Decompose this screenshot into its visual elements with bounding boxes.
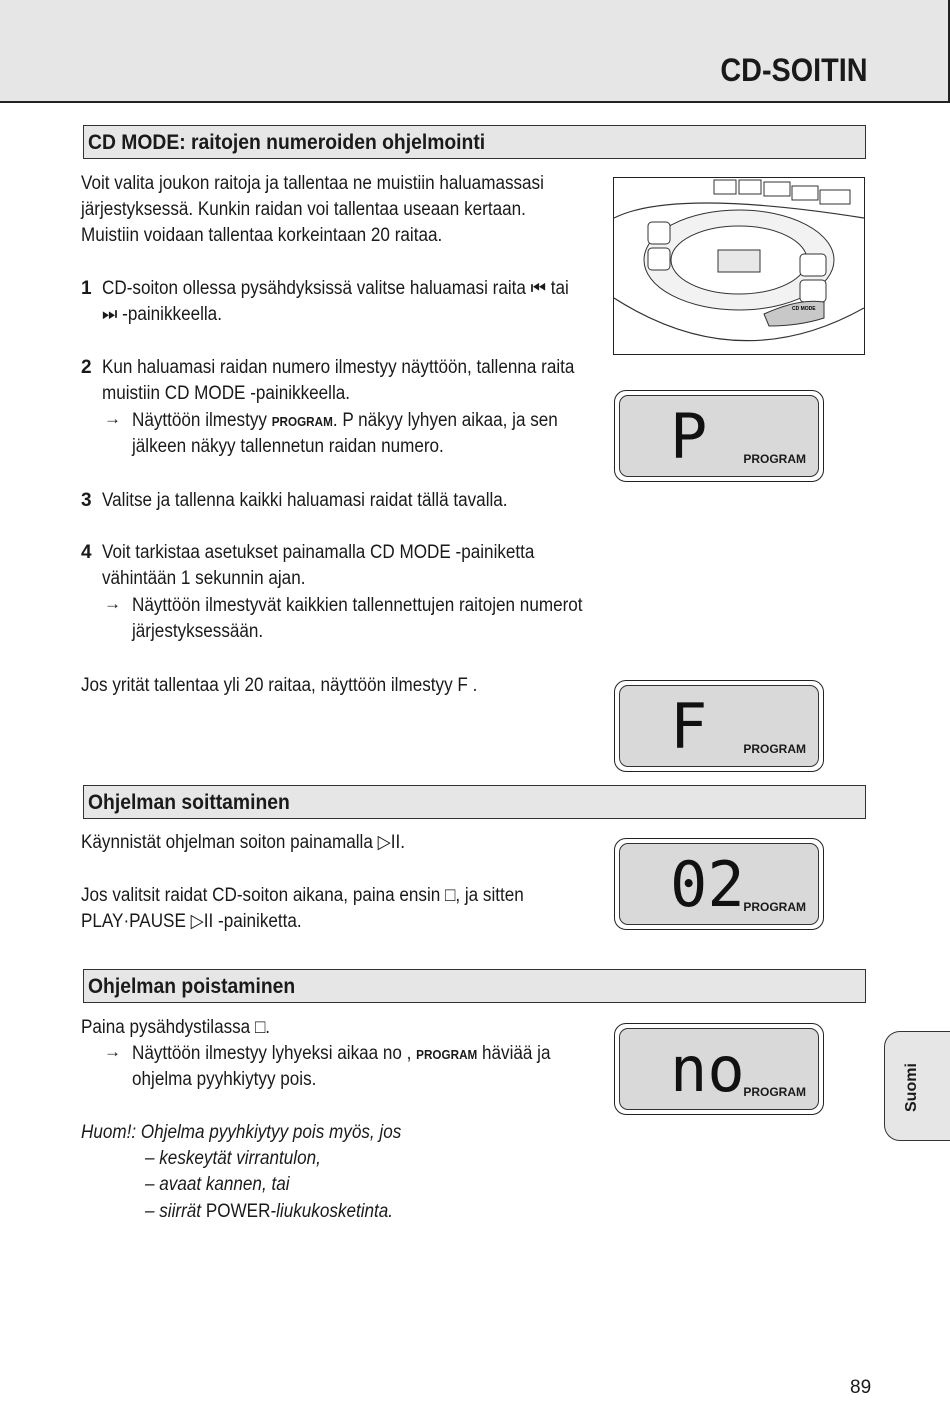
step-number: 4 bbox=[81, 542, 92, 563]
note-line-3: – avaat kannen, tai bbox=[145, 1174, 290, 1195]
page-number: 89 bbox=[850, 1377, 872, 1398]
lcd-display bbox=[614, 680, 824, 772]
erase-line-1: Paina pysähdystilassa □. bbox=[81, 1017, 271, 1038]
program-indicator: PROGRAM bbox=[743, 742, 806, 756]
program-indicator: PROGRAM bbox=[743, 452, 806, 466]
arrow-icon: → bbox=[104, 409, 121, 428]
arrow-icon: → bbox=[104, 594, 121, 613]
lcd-display bbox=[614, 1023, 824, 1115]
intro-line-3: Muistiin voidaan tallentaa korkeintaan 20 raitaa. bbox=[81, 225, 443, 246]
arrow-icon: → bbox=[104, 1042, 121, 1061]
step-4-result-line-2: järjestyksessään. bbox=[132, 621, 264, 642]
lcd-segment: no bbox=[670, 1033, 745, 1106]
play-line-3: PLAY·PAUSE ▷II -painiketta. bbox=[81, 911, 302, 932]
step-2-result-line-2: jälkeen näkyy tallennetun raidan numero. bbox=[132, 436, 444, 457]
erase-result-line-2: ohjelma pyyhkiytyy pois. bbox=[132, 1069, 317, 1090]
step-1-line-2: ⏭ -painikkeella. bbox=[102, 304, 222, 325]
intro-line-2: järjestyksessä. Kunkin raidan voi tallentaa useaan kertaan. bbox=[81, 199, 526, 220]
step-2-result-line-1: Näyttöön ilmestyy PROGRAM. P näkyy lyhyen aikaa, ja sen bbox=[132, 410, 558, 431]
page-header bbox=[0, 0, 950, 103]
section-heading-cd-mode: CD MODE: raitojen numeroiden ohjelmointi bbox=[83, 125, 866, 159]
page-title: CD-SOITIN bbox=[720, 52, 868, 88]
intro-line-1: Voit valita joukon raitoja ja tallentaa ne muistiin haluamassasi bbox=[81, 173, 544, 194]
step-number: 2 bbox=[81, 357, 92, 378]
program-indicator: PROGRAM bbox=[743, 1085, 806, 1099]
lcd-segment: F bbox=[670, 690, 708, 763]
step-number: 1 bbox=[81, 278, 92, 299]
step-1-line-1: CD-soiton ollessa pysähdyksissä valitse haluamasi raita ⏮ tai bbox=[102, 278, 569, 299]
play-line-2: Jos valitsit raidat CD-soiton aikana, paina ensin □, ja sitten bbox=[81, 885, 524, 906]
lcd-display bbox=[614, 390, 824, 482]
step-number: 3 bbox=[81, 490, 92, 511]
note-line-1: Huom!: Ohjelma pyyhkiytyy pois myös, jos bbox=[81, 1122, 402, 1143]
overflow-note: Jos yrität tallentaa yli 20 raitaa, näyttöön ilmestyy F . bbox=[81, 675, 478, 696]
erase-result-line-1: Näyttöön ilmestyy lyhyeksi aikaa no , PROGRAM häviää ja bbox=[132, 1043, 551, 1064]
program-indicator: PROGRAM bbox=[743, 900, 806, 914]
play-line-1: Käynnistät ohjelman soiton painamalla ▷II. bbox=[81, 832, 405, 853]
note-line-2: – keskeytät virrantulon, bbox=[145, 1148, 321, 1169]
step-2-line-2: muistiin CD MODE -painikkeella. bbox=[102, 383, 351, 404]
cd-mode-label: CD MODE bbox=[792, 306, 816, 312]
note-line-4: – siirrät POWER-liukukosketinta. bbox=[145, 1201, 394, 1222]
language-tab: Suomi bbox=[884, 1031, 950, 1141]
cd-player-drawing bbox=[614, 178, 864, 354]
section-heading-erase: Ohjelman poistaminen bbox=[83, 969, 866, 1003]
step-3-line-1: Valitse ja tallenna kaikki haluamasi raidat tällä tavalla. bbox=[102, 490, 508, 511]
lcd-display bbox=[614, 838, 824, 930]
section-heading-play: Ohjelman soittaminen bbox=[83, 785, 866, 819]
step-4-line-1: Voit tarkistaa asetukset painamalla CD MODE -painiketta bbox=[102, 542, 535, 563]
step-4-result-line-1: Näyttöön ilmestyvät kaikkien tallennettujen raitojen numerot bbox=[132, 595, 583, 616]
step-2-line-1: Kun haluamasi raidan numero ilmestyy näyttöön, tallenna raita bbox=[102, 357, 575, 378]
lcd-segment: 02 bbox=[670, 848, 745, 921]
step-4-line-2: vähintään 1 sekunnin ajan. bbox=[102, 568, 306, 589]
lcd-segment: P bbox=[670, 400, 708, 473]
cd-player-illustration bbox=[613, 177, 865, 355]
